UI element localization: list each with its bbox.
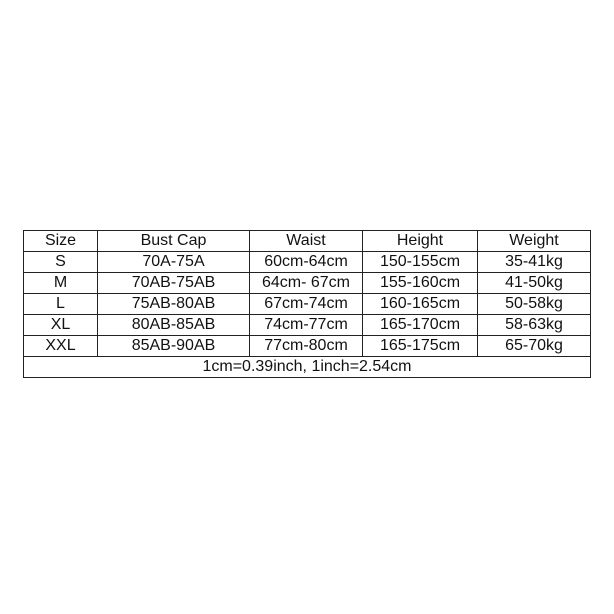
header-waist: Waist: [250, 231, 363, 252]
cell-weight: 58-63kg: [478, 315, 591, 336]
cell-size: M: [24, 273, 98, 294]
table-row: [24, 294, 591, 315]
cell-size: XL: [24, 315, 98, 336]
cell-height: 165-170cm: [363, 315, 478, 336]
header-row: [24, 231, 591, 252]
cell-waist: 67cm-74cm: [250, 294, 363, 315]
table-row: [24, 273, 591, 294]
size-chart-table: [23, 230, 591, 378]
cell-height: 160-165cm: [363, 294, 478, 315]
cell-height: 165-175cm: [363, 336, 478, 357]
cell-height: 155-160cm: [363, 273, 478, 294]
cell-weight: 41-50kg: [478, 273, 591, 294]
cell-weight: 35-41kg: [478, 252, 591, 273]
cell-waist: 64cm- 67cm: [250, 273, 363, 294]
cell-size: L: [24, 294, 98, 315]
cell-bust-cap: 70AB-75AB: [98, 273, 250, 294]
cell-size: S: [24, 252, 98, 273]
header-weight: Weight: [478, 231, 591, 252]
cell-waist: 74cm-77cm: [250, 315, 363, 336]
cell-bust-cap: 80AB-85AB: [98, 315, 250, 336]
cell-waist: 60cm-64cm: [250, 252, 363, 273]
table-row: [24, 336, 591, 357]
cell-waist: 77cm-80cm: [250, 336, 363, 357]
cell-bust-cap: 85AB-90AB: [98, 336, 250, 357]
header-bust-cap: Bust Cap: [98, 231, 250, 252]
cell-bust-cap: 75AB-80AB: [98, 294, 250, 315]
unit-conversion-note: 1cm=0.39inch, 1inch=2.54cm: [24, 357, 591, 378]
cell-height: 150-155cm: [363, 252, 478, 273]
header-height: Height: [363, 231, 478, 252]
header-size: Size: [24, 231, 98, 252]
table-row: [24, 315, 591, 336]
table-row: [24, 252, 591, 273]
footnote-row: [24, 357, 591, 378]
cell-weight: 50-58kg: [478, 294, 591, 315]
cell-size: XXL: [24, 336, 98, 357]
cell-weight: 65-70kg: [478, 336, 591, 357]
cell-bust-cap: 70A-75A: [98, 252, 250, 273]
